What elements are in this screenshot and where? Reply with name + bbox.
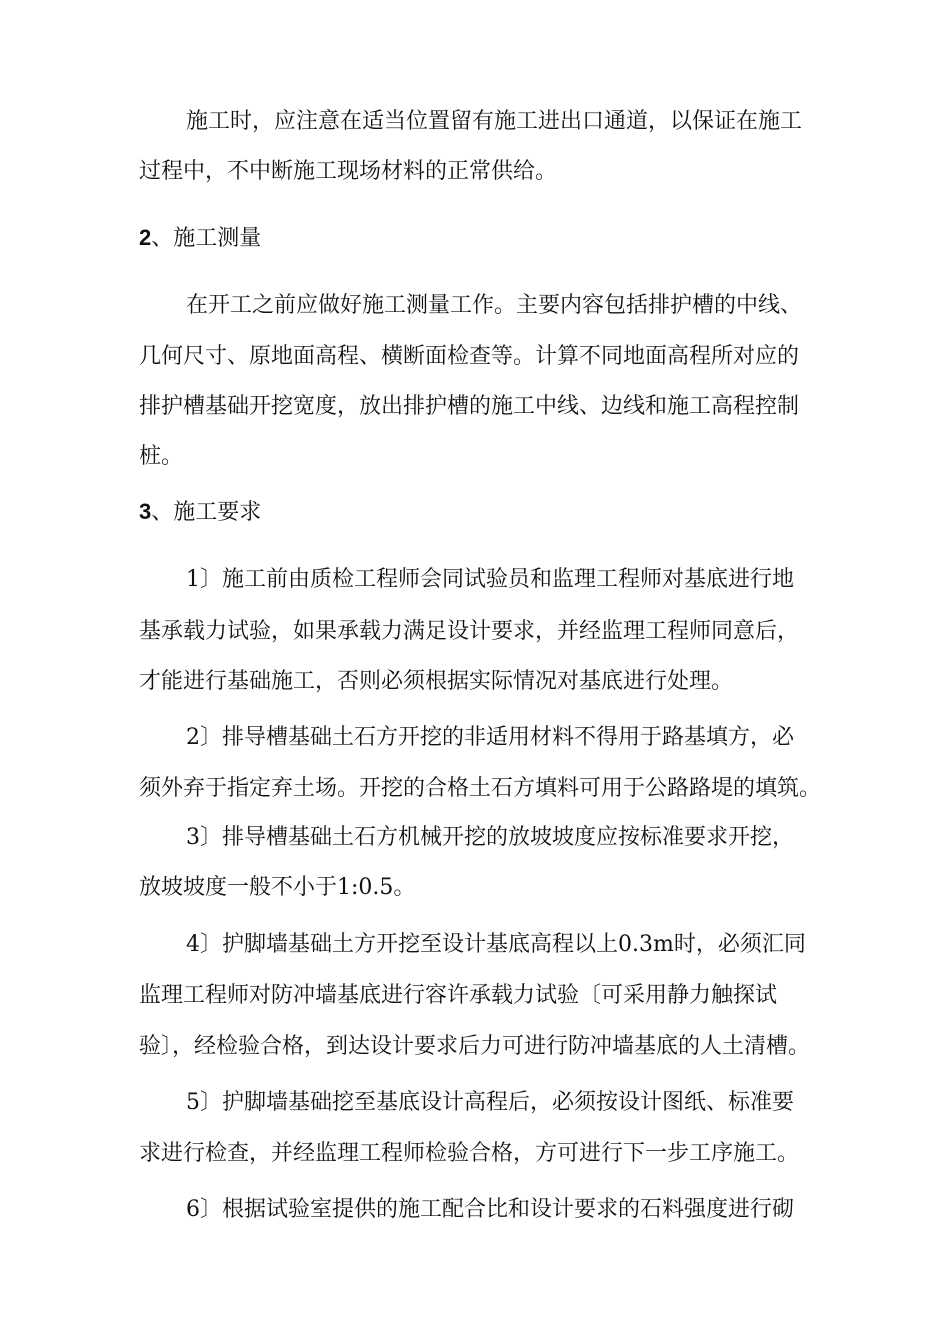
item-4-line-2: 监理工程师对防冲墙基底进行容许承载力试验〔可采用静力触探试: [139, 983, 778, 1008]
section-3-number: 3: [139, 499, 152, 524]
item-2-line-1: 2〕排导槽基础土石方开挖的非适用材料不得用于路基填方，必: [186, 725, 794, 750]
item-1-line-3: 才能进行基础施工，否则必须根据实际情况对基底进行处理。: [139, 669, 734, 694]
section-2-line-1: 在开工之前应做好施工测量工作。主要内容包括排护槽的中线、: [186, 293, 803, 318]
item-1-line-1: 1〕施工前由质检工程师会同试验员和监理工程师对基底进行地: [186, 567, 794, 592]
section-3-heading: [139, 497, 261, 528]
item-5-line-2: 求进行检查，并经监理工程师检验合格，方可进行下一步工序施工。: [139, 1141, 800, 1166]
item-4-line-3: 验〕，经检验合格，到达设计要求后力可进行防冲墙基底的人土清槽。: [139, 1034, 811, 1059]
item-5-line-1: 5〕护脚墙基础挖至基底设计高程后，必须按设计图纸、标准要: [186, 1090, 794, 1115]
section-3-title: 、施工要求: [151, 500, 262, 525]
intro-line-1: 施工时，应注意在适当位置留有施工进出口通道，以保证在施工: [186, 109, 803, 134]
section-2-line-4: 桩。: [139, 444, 184, 469]
section-2-line-3: 排护槽基础开挖宽度，放出排护槽的施工中线、边线和施工高程控制: [139, 394, 800, 419]
item-6-line-1: 6〕根据试验室提供的施工配合比和设计要求的石料强度进行砌: [186, 1197, 794, 1222]
section-2-number: 2: [139, 225, 152, 250]
section-2-title: 、施工测量: [151, 226, 262, 251]
section-2-line-2: 几何尺寸、原地面高程、横断面检查等。计算不同地面高程所对应的: [139, 344, 800, 369]
section-2-heading: [139, 223, 261, 254]
item-4-line-1: 4〕护脚墙基础土方开挖至设计基底高程以上0.3m时，必须汇同: [186, 932, 806, 957]
item-3-line-2: 放坡坡度一般不小于1:0.5。: [139, 875, 416, 900]
intro-line-2: 过程中，不中断施工现场材料的正常供给。: [139, 159, 558, 184]
item-3-line-1: 3〕排导槽基础土石方机械开挖的放坡坡度应按标准要求开挖，: [186, 825, 794, 850]
item-2-line-2: 须外弃于指定弃土场。开挖的合格土石方填料可用于公路路堤的填筑。: [139, 776, 822, 801]
item-1-line-2: 基承载力试验，如果承载力满足设计要求，并经监理工程师同意后，: [139, 619, 800, 644]
